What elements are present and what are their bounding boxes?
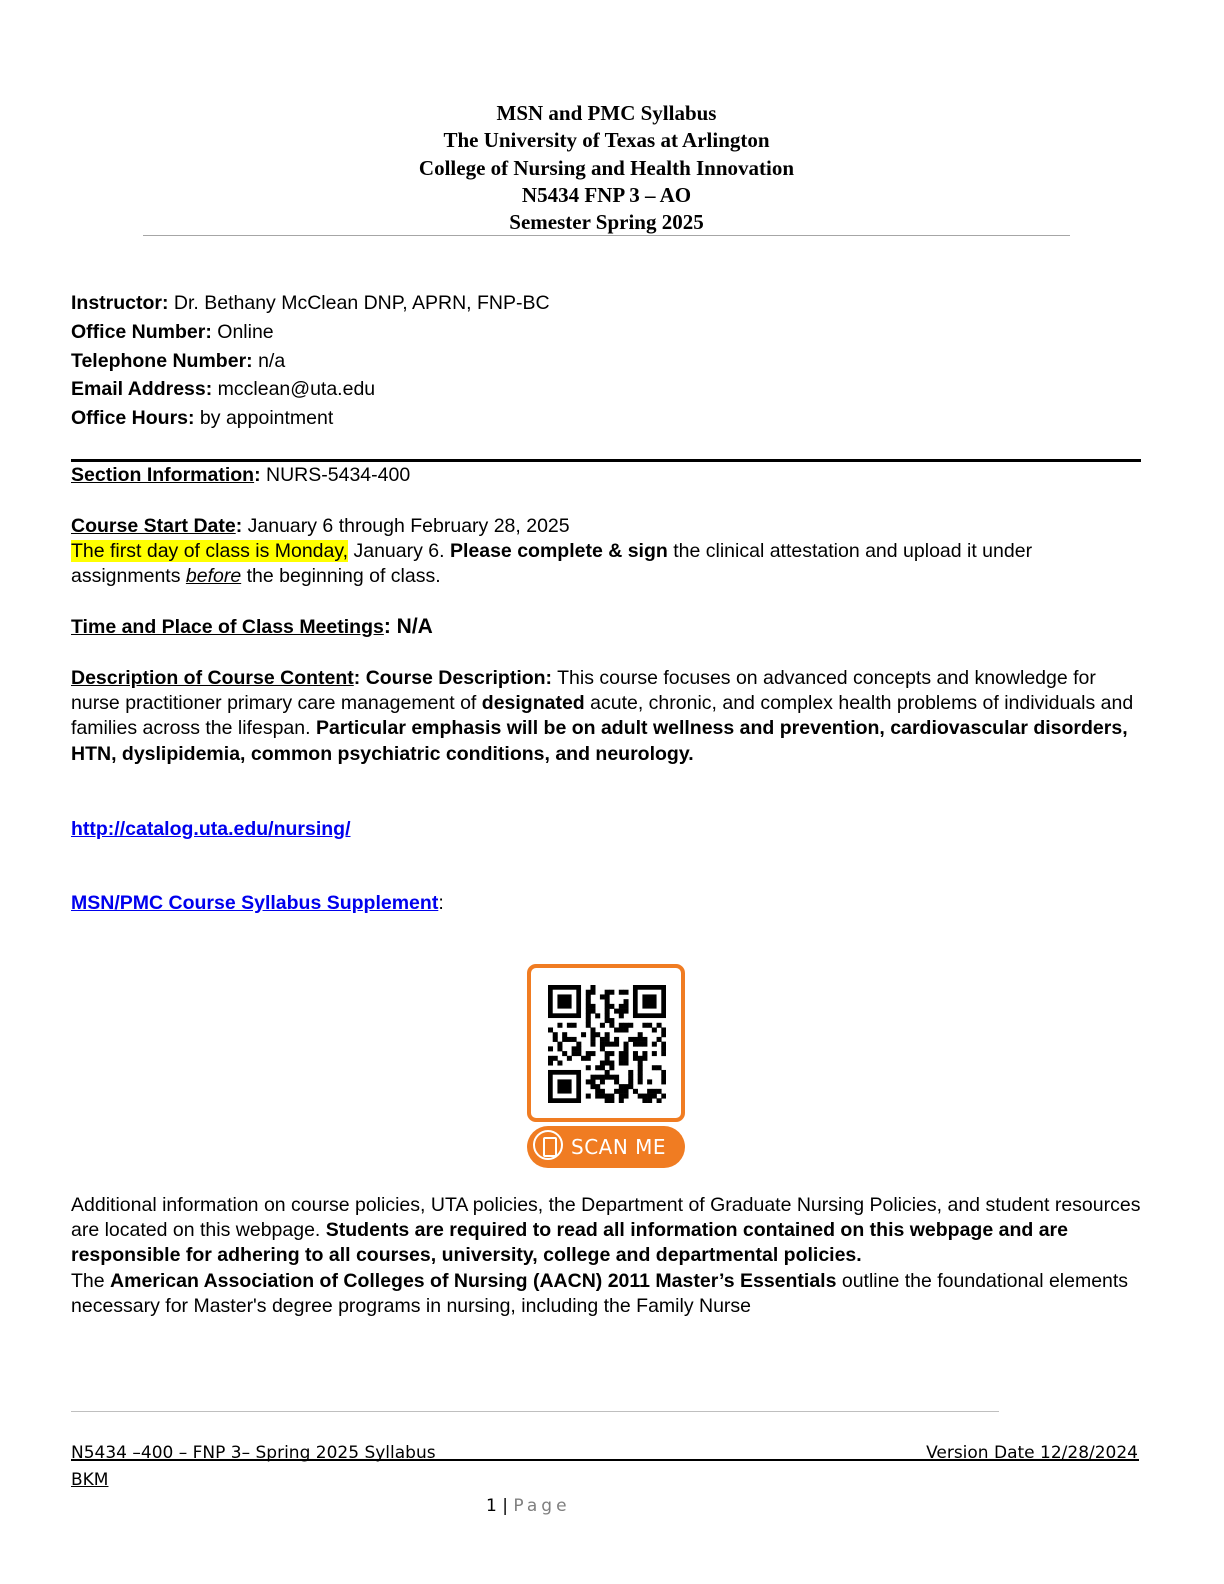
scan-me-badge [527, 1126, 685, 1168]
course-start-block [71, 514, 1141, 590]
section-label: Section Information [71, 464, 255, 486]
title-line-semester: Semester Spring 2025 [509, 210, 704, 235]
course-start-row [71, 514, 1141, 539]
supplement-colon: : [438, 892, 444, 914]
email-label: Email Address: [71, 378, 213, 401]
phone-label: Telephone Number: [71, 349, 253, 372]
description-colon: : [353, 667, 366, 689]
qr-code-block[interactable] [527, 964, 685, 1170]
additional-paragraph [71, 1193, 1141, 1269]
meetings-label: Time and Place of Class Meetings [71, 616, 384, 638]
hours-label: Office Hours: [71, 407, 195, 430]
title-line-college: College of Nursing and Health Innovation [418, 155, 795, 180]
description-label: Description of Course Content [71, 667, 354, 689]
phone-row [71, 347, 550, 376]
section-value: NURS-5434-400 [266, 464, 411, 486]
complete-sign-text: Please complete & sign [449, 540, 668, 563]
page-number-value: 1 [486, 1496, 497, 1516]
description-sublabel: Course Description: [365, 667, 553, 689]
attestation-text: the clinical attestation and upload it under assignments [71, 540, 1033, 588]
qr-frame [527, 964, 685, 1122]
email-value: mcclean@uta.edu [212, 378, 376, 401]
phone-value: n/a [252, 349, 286, 372]
aacn-paragraph [71, 1269, 1141, 1319]
footer-underline [71, 1459, 1139, 1461]
section-colon: : [254, 464, 267, 486]
section-information [71, 463, 1141, 488]
meetings-value: : N/A [383, 615, 433, 638]
required-reading-text: Students are required to read all information contained on this webpage and are responsible for adhering to all courses, university, college and departmental policies. [71, 1219, 1068, 1267]
highlighted-text: The first day of class is Monday, [71, 540, 349, 563]
start-label: Course Start Date [71, 515, 236, 537]
catalog-link-row [71, 817, 1141, 842]
first-day-date: January 6. [348, 540, 450, 563]
emphasis-text: Particular emphasis will be on adult wellness and prevention, cardiovascular disorders, HTN, dyslipidemia, common psychiatric conditions, and neurology. [71, 717, 1128, 765]
instructor-label: Instructor: [71, 292, 169, 314]
additional-text: Additional information on course policies, UTA policies, the Department of Graduate Nursing Policies, and student resources are located on this webpage. [71, 1194, 1141, 1242]
page-separator: | [496, 1496, 514, 1516]
first-day-note [71, 539, 1141, 589]
designated-text: designated [481, 692, 585, 715]
catalog-link[interactable]: http://catalog.uta.edu/nursing/ [71, 818, 351, 840]
title-line-course: N5434 FNP 3 – AO [521, 182, 692, 207]
footer-version-date: Version Date 12/28/2024 [926, 1443, 1138, 1463]
page-word: Page [513, 1496, 571, 1516]
office-value: Online [211, 320, 274, 343]
syllabus-supplement-link[interactable]: MSN/PMC Course Syllabus Supplement [71, 892, 439, 914]
course-description [71, 666, 1141, 767]
footer-course-title: N5434 –400 – FNP 3– Spring 2025 Syllabus [71, 1443, 436, 1463]
hours-value: by appointment [194, 407, 334, 430]
supplement-link-row [71, 891, 1141, 916]
instructor-value: Dr. Bethany McClean DNP, APRN, FNP-BC [168, 292, 550, 314]
start-value: January 6 through February 28, 2025 [247, 515, 570, 537]
office-label: Office Number: [71, 320, 212, 343]
class-meetings [71, 614, 1141, 640]
page-number [486, 1493, 571, 1519]
aacn-essentials: American Association of Colleges of Nursing (AACN) 2011 Master’s Essentials [110, 1269, 837, 1292]
additional-info [71, 1193, 1141, 1319]
footer-divider [71, 1411, 999, 1412]
aacn-text: outline the foundational elements necessary for Master's degree programs in nursing, including the Family Nurse [71, 1269, 1129, 1317]
hours-row [71, 404, 550, 433]
title-line-syllabus: MSN and PMC Syllabus [496, 101, 717, 125]
description-text-2: acute, chronic, and complex health problems of individuals and families across the lifespan. [71, 692, 1134, 740]
section-divider [71, 459, 1141, 462]
document-title [143, 100, 1070, 236]
instructor-contact-block [71, 289, 550, 433]
title-divider [143, 235, 1070, 236]
before-emphasis: before [185, 565, 242, 588]
scan-me-label: SCAN ME [571, 1135, 667, 1159]
aacn-lead: The [71, 1269, 111, 1292]
beginning-text: the beginning of class. [241, 565, 441, 588]
footer-author: BKM [71, 1470, 109, 1490]
instructor-row [71, 289, 550, 318]
description-text: This course focuses on advanced concepts and knowledge for nurse practitioner primary care management of [71, 667, 1096, 715]
qr-code-image [548, 985, 666, 1103]
phone-icon [533, 1130, 563, 1160]
office-row [71, 318, 550, 347]
title-line-university: The University of Texas at Arlington [443, 128, 770, 153]
start-colon: : [235, 515, 248, 537]
email-row [71, 375, 550, 404]
